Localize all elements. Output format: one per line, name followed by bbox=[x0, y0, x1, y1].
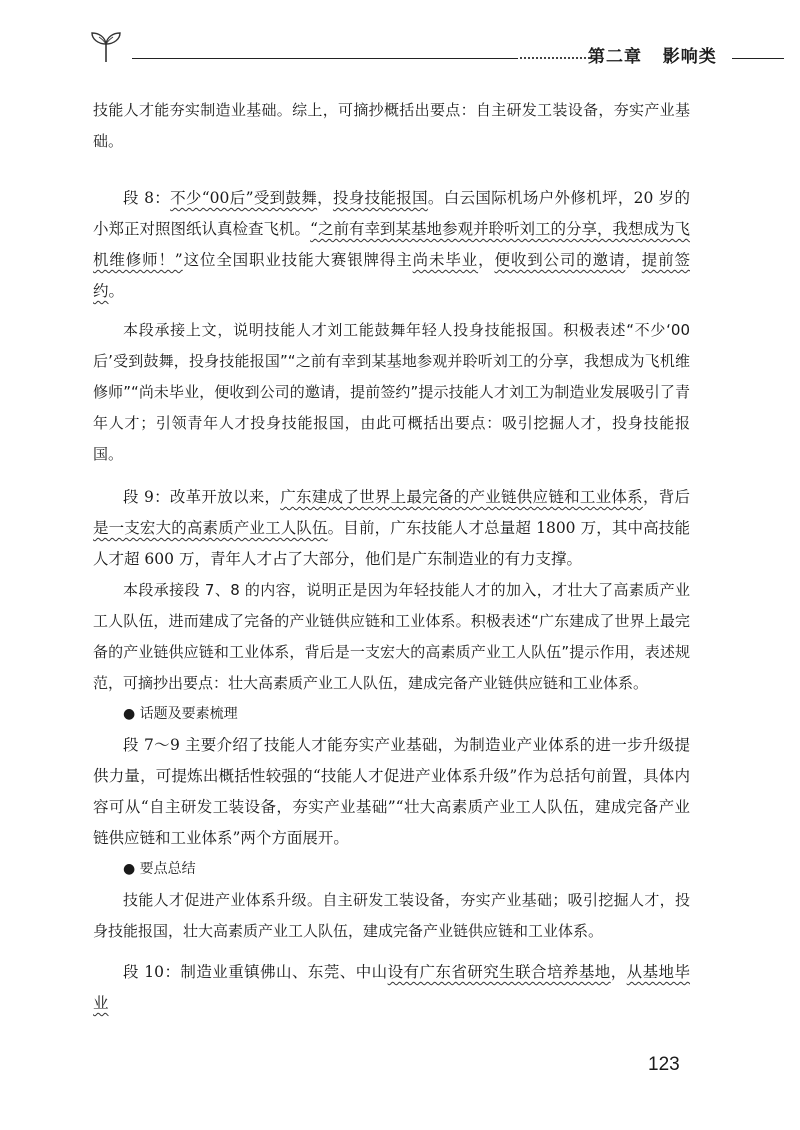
p8-text: 。白云国际机场户外修机坪，20 岁的小郑正对照图纸认真检查飞机。 bbox=[93, 189, 690, 238]
underlined-phrase: “之前有幸到某基地参观并聆听刘工的分享，我想成为飞机维修师！” bbox=[93, 220, 690, 269]
p8-text: 这位全国职业技能大赛银牌得主 bbox=[182, 251, 413, 269]
analysis-paragraph-8: 本段承接上文，说明技能人才刘工能鼓舞年轻人投身技能报国。积极表述“不少‘00后’受到鼓舞，投身技能报国”“之前有幸到某基地参观并聆听刘工的分享，我想成为飞机维修师”“尚未毕业，便收到公司的邀请，提前签约”提示技能人才刘工为制造业发展吸引了青年人才；引领青年人才投身技能报国，由此可概括出要点：吸引挖掘人才，投身技能报国。 bbox=[93, 321, 690, 463]
p8-text: ， bbox=[478, 251, 495, 269]
underlined-phrase: 从基地毕业 bbox=[93, 963, 690, 1012]
bullet-topic-elements: ● 话题及要素梳理 bbox=[123, 706, 238, 722]
p8-text: ， bbox=[317, 189, 333, 207]
page-body bbox=[93, 95, 690, 1019]
paragraph-9 bbox=[93, 482, 690, 575]
key-points-paragraph: 技能人才促进产业体系升级。自主研发工装设备，夯实产业基础；吸引挖掘人才，投身技能报国，壮大高素质产业工人队伍，建成完备产业链供应链和工业体系。 bbox=[93, 891, 690, 940]
p8-text: ， bbox=[625, 251, 642, 269]
p8-text: 。 bbox=[108, 282, 125, 300]
paragraph-summary-1: 技能人才能夯实制造业基础。综上，可摘抄概括出要点：自主研发工装设备，夯实产业基础。 bbox=[93, 101, 690, 150]
header-rule-dots bbox=[520, 57, 590, 59]
sprout-icon bbox=[88, 30, 124, 68]
p9-text: 。目前，广东技能人才总量超 1800 万，其中高技能人才超 600 万，青年人才占了大部分，他们是广东制造业的有力支撑。 bbox=[93, 519, 690, 568]
underlined-phrase: 设有广东省研究生联合培养基地 bbox=[387, 963, 611, 981]
paragraph-10 bbox=[93, 957, 690, 1019]
header-rule-right bbox=[732, 58, 784, 59]
underlined-phrase: 不少“00后”受到鼓舞 bbox=[170, 189, 318, 207]
chapter-heading bbox=[588, 42, 717, 67]
p9-lead: 段 9：改革开放以来， bbox=[123, 488, 281, 506]
p9-text: ，背后 bbox=[642, 488, 690, 506]
header-rule-left bbox=[132, 58, 518, 59]
p10-text: ， bbox=[610, 963, 627, 981]
underlined-phrase: 广东建成了世界上最完备的产业链供应链和工业体系 bbox=[280, 488, 643, 506]
p10-lead: 段 10：制造业重镇佛山、东莞、中山 bbox=[123, 963, 388, 981]
underlined-phrase: 便收到公司的邀请 bbox=[494, 251, 626, 269]
underlined-phrase: 投身技能报国 bbox=[332, 189, 428, 207]
chapter-label: 第二章 bbox=[588, 47, 642, 67]
p8-lead: 段 8： bbox=[123, 189, 171, 207]
underlined-phrase: 尚未毕业 bbox=[412, 251, 479, 269]
paragraph-8 bbox=[93, 183, 690, 307]
chapter-title: 影响类 bbox=[662, 47, 717, 67]
underlined-phrase: 是一支宏大的高素质产业工人队伍 bbox=[93, 519, 328, 537]
bullet-key-points: ● 要点总结 bbox=[123, 861, 196, 877]
topic-summary-paragraph: 段 7～9 主要介绍了技能人才能夯实产业基础，为制造业产业体系的进一步升级提供力量，可提炼出概括性较强的“技能人才促进产业体系升级”作为总括句前置，具体内容可从“自主研发工装设备，夯实产业基础”“壮大高素质产业工人队伍，建成完备产业链供应链和工业体系”两个方面展开。 bbox=[93, 736, 690, 847]
page-number: 123 bbox=[648, 1054, 680, 1075]
underlined-phrase: 提前签约 bbox=[93, 251, 690, 300]
running-header bbox=[60, 28, 780, 72]
analysis-paragraph-9: 本段承接段 7、8 的内容，说明正是因为年轻技能人才的加入，才壮大了高素质产业工人队伍，进而建成了完备的产业链供应链和工业体系。积极表述“广东建成了世界上最完备的产业链供应链和工业体系，背后是一支宏大的高素质产业工人队伍”提示作用，表述规范，可摘抄出要点：壮大高素质产业工人队伍，建成完备产业链供应链和工业体系。 bbox=[93, 581, 690, 692]
